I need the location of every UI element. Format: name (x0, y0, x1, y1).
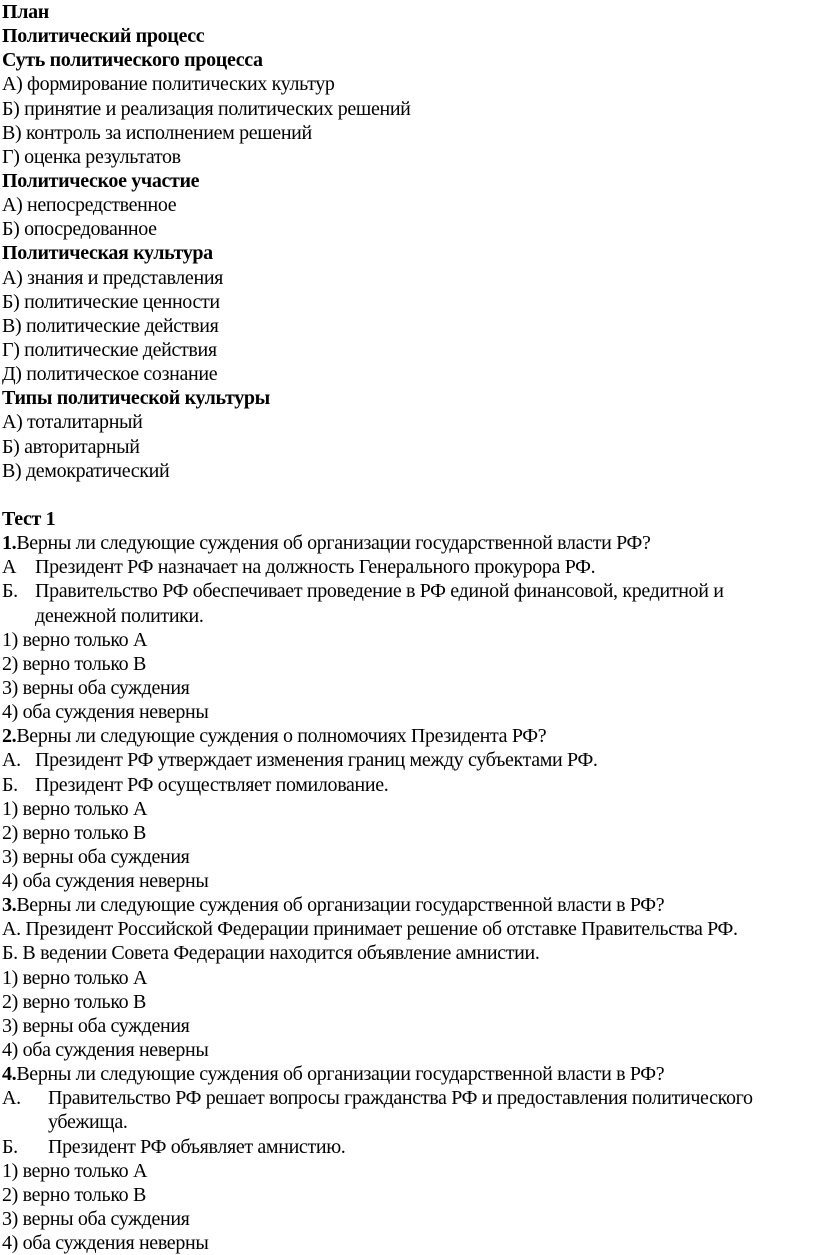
question (2, 1062, 816, 1086)
question (2, 724, 816, 748)
statement: Б. В ведении Совета Федерации находится объявление амнистии. (2, 942, 540, 965)
statement-text: Правительство РФ решает вопросы гражданства РФ и предоставления политического (48, 1087, 753, 1110)
answer-option: 2) верно только В (2, 990, 146, 1013)
list-item: В) политические действия (2, 314, 219, 337)
answer-option: 4) оба суждения неверны (2, 1039, 209, 1062)
statement (2, 555, 816, 579)
list-item: Б) опосредованное (2, 218, 157, 241)
statement-text: Президент РФ назначает на должность Генерального прокурора РФ. (35, 556, 596, 579)
list-item: А) формирование политических культур (2, 73, 335, 96)
section-heading: Политическое участие (2, 169, 200, 192)
statement: А. Президент Российской Федерации принимает решение об отставке Правительства РФ. (2, 918, 738, 941)
statement-text: Президент РФ утверждает изменения границ между субъектами РФ. (35, 749, 598, 772)
list-item: А) знания и представления (2, 266, 224, 289)
answer-option: 1) верно только А (2, 628, 148, 651)
list-item: В) контроль за исполнением решений (2, 121, 312, 144)
statement-text: Правительство РФ обеспечивает проведение в РФ единой финансовой, кредитной и (35, 580, 724, 603)
list-item: Д) политическое сознание (2, 363, 218, 386)
question-number: 4. (2, 1063, 17, 1086)
answer-option: 2) верно только В (2, 821, 146, 844)
statement-label: А. (2, 749, 21, 772)
statement-label: Б. (2, 1135, 18, 1158)
question-number: 3. (2, 894, 17, 917)
list-item: Б) авторитарный (2, 435, 140, 458)
statement (2, 748, 816, 772)
answer-option: 1) верно только А (2, 797, 148, 820)
statement (2, 579, 816, 603)
statement (2, 1086, 816, 1110)
question-number: 2. (2, 725, 17, 748)
plan-title: План (2, 1, 49, 23)
statement-label: Б. (2, 580, 18, 603)
section-heading: Суть политического процесса (2, 49, 263, 72)
statement-label: Б. (2, 773, 18, 796)
answer-option: 2) верно только В (2, 1183, 146, 1206)
plan-topic: Политический процесс (2, 25, 205, 48)
question-text: Верны ли следующие суждения об организации государственной власти в РФ? (16, 894, 665, 917)
answer-option: 2) верно только В (2, 652, 146, 675)
list-item: Б) политические ценности (2, 290, 220, 313)
answer-option: 1) верно только А (2, 1159, 148, 1182)
question-text: Верны ли следующие суждения об организации государственной власти РФ? (16, 532, 651, 555)
section-heading: Типы политической культуры (2, 387, 270, 410)
statement (2, 773, 816, 797)
list-item: Б) принятие и реализация политических решений (2, 97, 411, 120)
section-heading: Политическая культура (2, 242, 213, 265)
statement-continuation: убежища. (48, 1111, 128, 1134)
question (2, 531, 816, 555)
answer-option: 3) верны оба суждения (2, 845, 190, 868)
question-text: Верны ли следующие суждения о полномочиях Президента РФ? (16, 725, 547, 748)
statement-text: Президент РФ объявляет амнистию. (48, 1135, 346, 1158)
statement-text: Президент РФ осуществляет помилование. (35, 773, 389, 796)
answer-option: 4) оба суждения неверны (2, 701, 209, 724)
test-title: Тест 1 (2, 507, 56, 530)
statement (2, 1135, 816, 1159)
answer-option: 4) оба суждения неверны (2, 1232, 209, 1255)
answer-option: 1) верно только А (2, 966, 148, 989)
list-item: Г) оценка результатов (2, 145, 181, 168)
list-item: А) непосредственное (2, 194, 177, 217)
question-number: 1. (2, 532, 17, 555)
question (2, 893, 816, 917)
statement-label: А. (2, 1087, 21, 1110)
answer-option: 3) верны оба суждения (2, 676, 190, 699)
answer-option: 4) оба суждения неверны (2, 870, 209, 893)
blank-line (2, 483, 816, 507)
list-item: А) тоталитарный (2, 411, 143, 434)
statement-label: А (2, 556, 17, 579)
list-item: В) демократический (2, 459, 170, 482)
answer-option: 3) верны оба суждения (2, 1014, 190, 1037)
list-item: Г) политические действия (2, 338, 217, 361)
answer-option: 3) верны оба суждения (2, 1208, 190, 1231)
statement-continuation: денежной политики. (35, 604, 204, 627)
question-text: Верны ли следующие суждения об организации государственной власти в РФ? (16, 1063, 665, 1086)
